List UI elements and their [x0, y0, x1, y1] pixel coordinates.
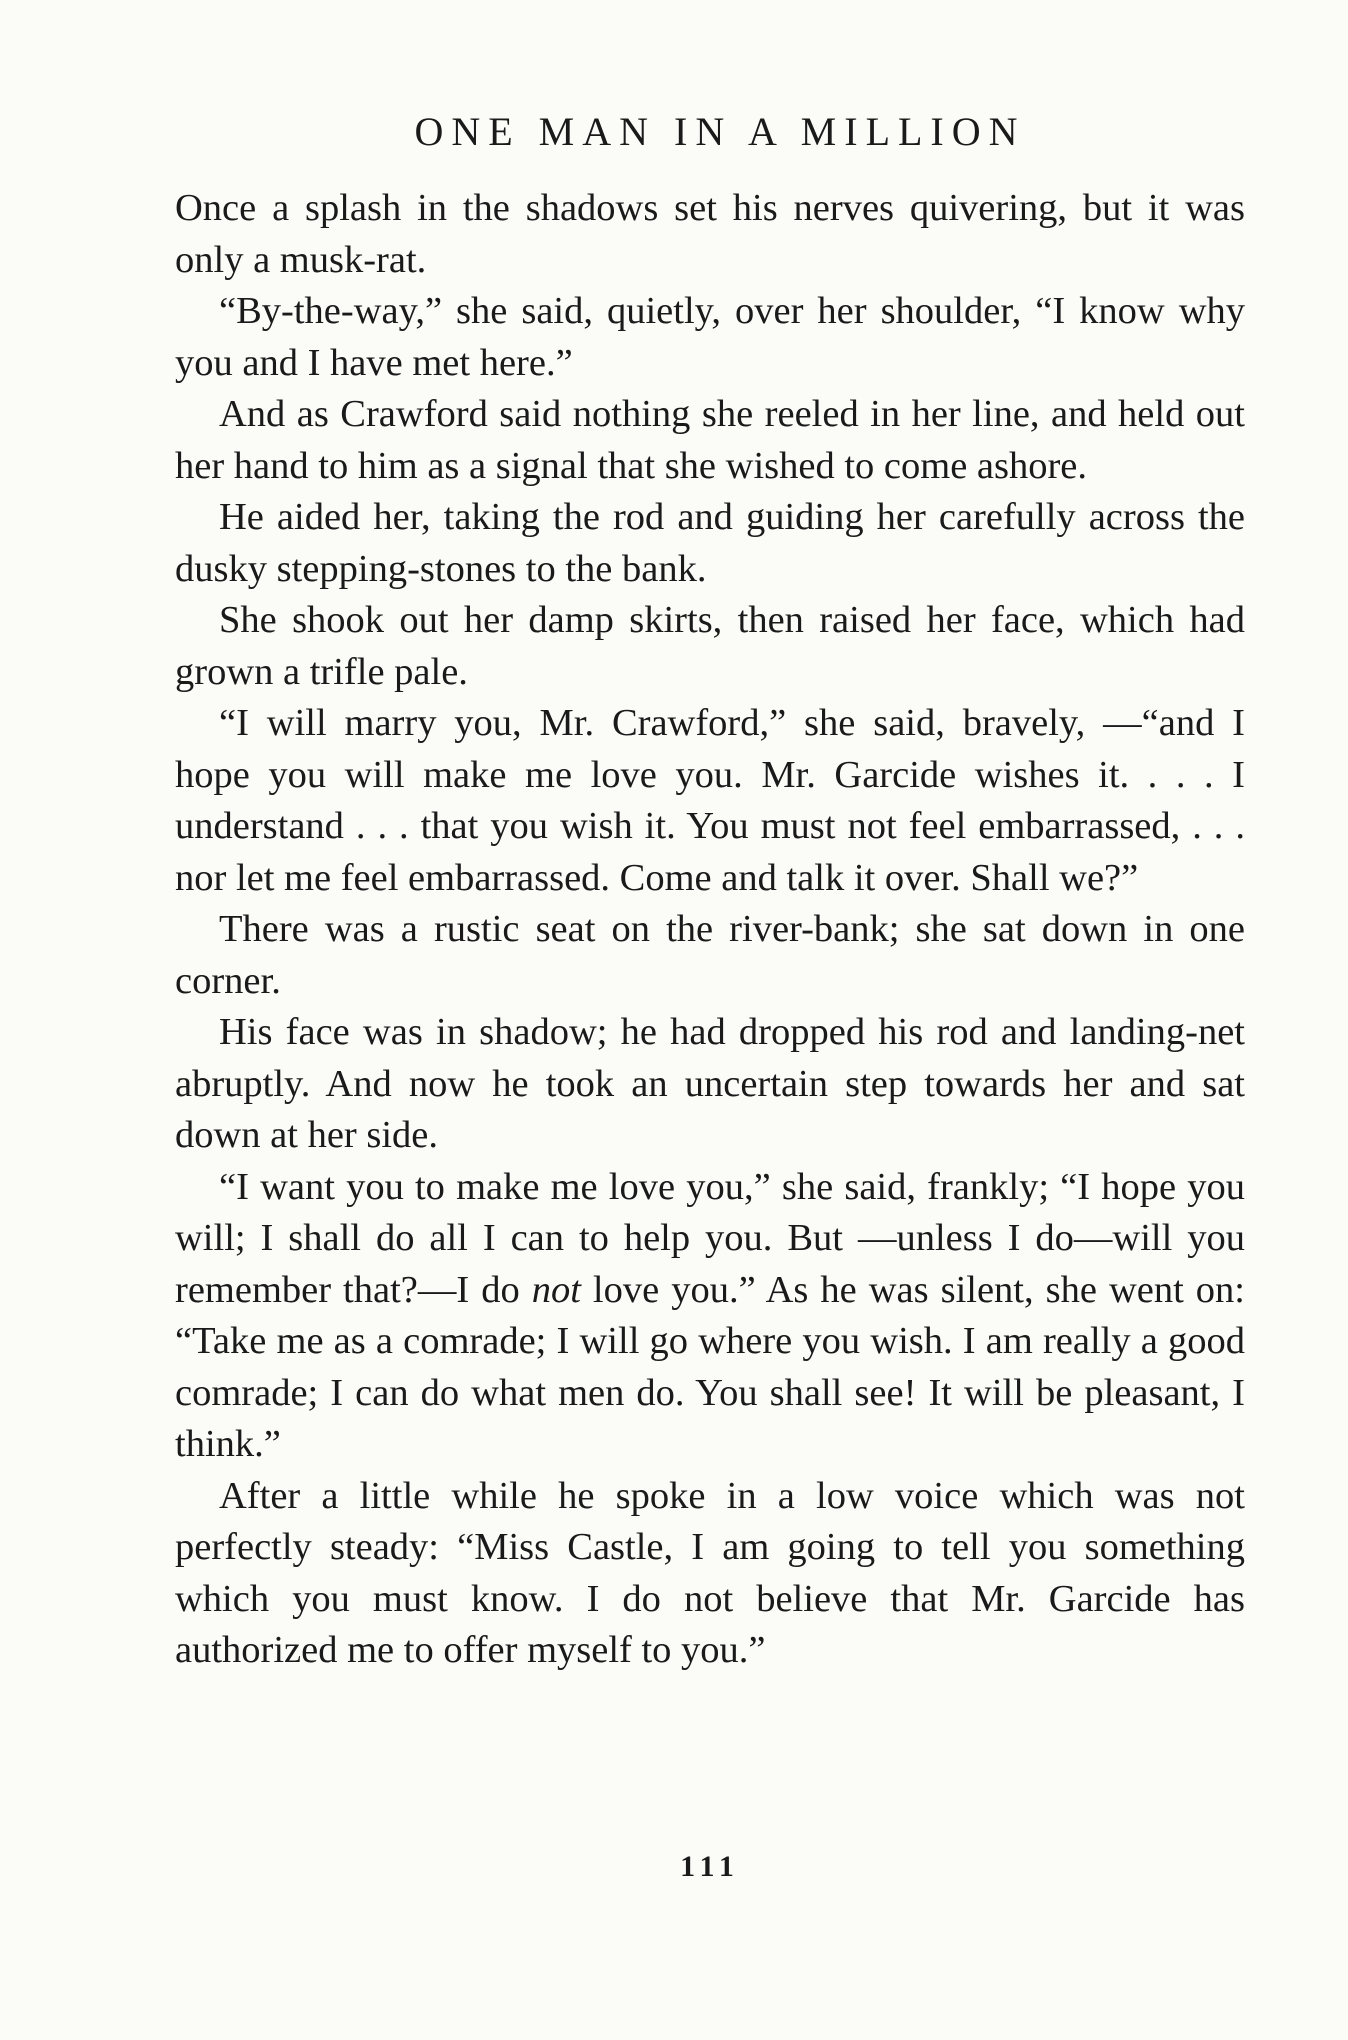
paragraph-5: She shook out her damp skirts, then raised her face, which had grown a trifle pale. — [175, 599, 1245, 693]
paragraph-9 — [175, 1162, 1245, 1471]
body-text — [175, 183, 1245, 1677]
paragraph-9-part-1: “I want you to make me love you,” she said, frankly; “I hope you will; I shall do all I can to help you. But —unless I do—will you remember that?—I do — [175, 1165, 1245, 1311]
paragraph-8: His face was in shadow; he had dropped his rod and landing-net abruptly. And now he took an uncertain step towards her and sat down at her side. — [175, 1011, 1245, 1156]
paragraph-7: There was a rustic seat on the river-bank; she sat down in one corner. — [175, 908, 1245, 1002]
paragraph-1: Once a splash in the shadows set his nerves quivering, but it was only a musk-rat. — [175, 187, 1245, 281]
paragraph-4: He aided her, taking the rod and guiding her carefully across the dusky stepping-stones to the bank. — [175, 496, 1245, 590]
paragraph-9-emphasis: not — [531, 1268, 581, 1311]
paragraph-9-part-2: love you.” As he was silent, she went on: “Take me as a comrade; I will go where you wish. I am really a good comrade; I can do what men do. You shall see! It will be pleasant, I think.” — [175, 1268, 1245, 1465]
paragraph-3: And as Crawford said nothing she reeled in her line, and held out her hand to him as a signal that she wished to come ashore. — [175, 393, 1245, 487]
paragraph-6: “I will marry you, Mr. Crawford,” she said, bravely, —“and I hope you will make me love you. Mr. Garcide wishes it. . . . I understand . . . that you wish it. You must not feel embarrassed, . . . nor let me feel embarrassed. Come and talk it over. Shall we?” — [175, 702, 1245, 899]
book-page — [175, 108, 1245, 1938]
paragraph-10: After a little while he spoke in a low voice which was not perfectly steady: “Miss Castle, I am going to tell you something which you must know. I do not believe that Mr. Garcide has authorized me to offer myself to you.” — [175, 1474, 1245, 1671]
running-title: ONE MAN IN A MILLION — [414, 109, 1026, 154]
page-number: 111 — [680, 1850, 740, 1883]
paragraph-2: “By-the-way,” she said, quietly, over her shoulder, “I know why you and I have met here.” — [175, 290, 1245, 384]
